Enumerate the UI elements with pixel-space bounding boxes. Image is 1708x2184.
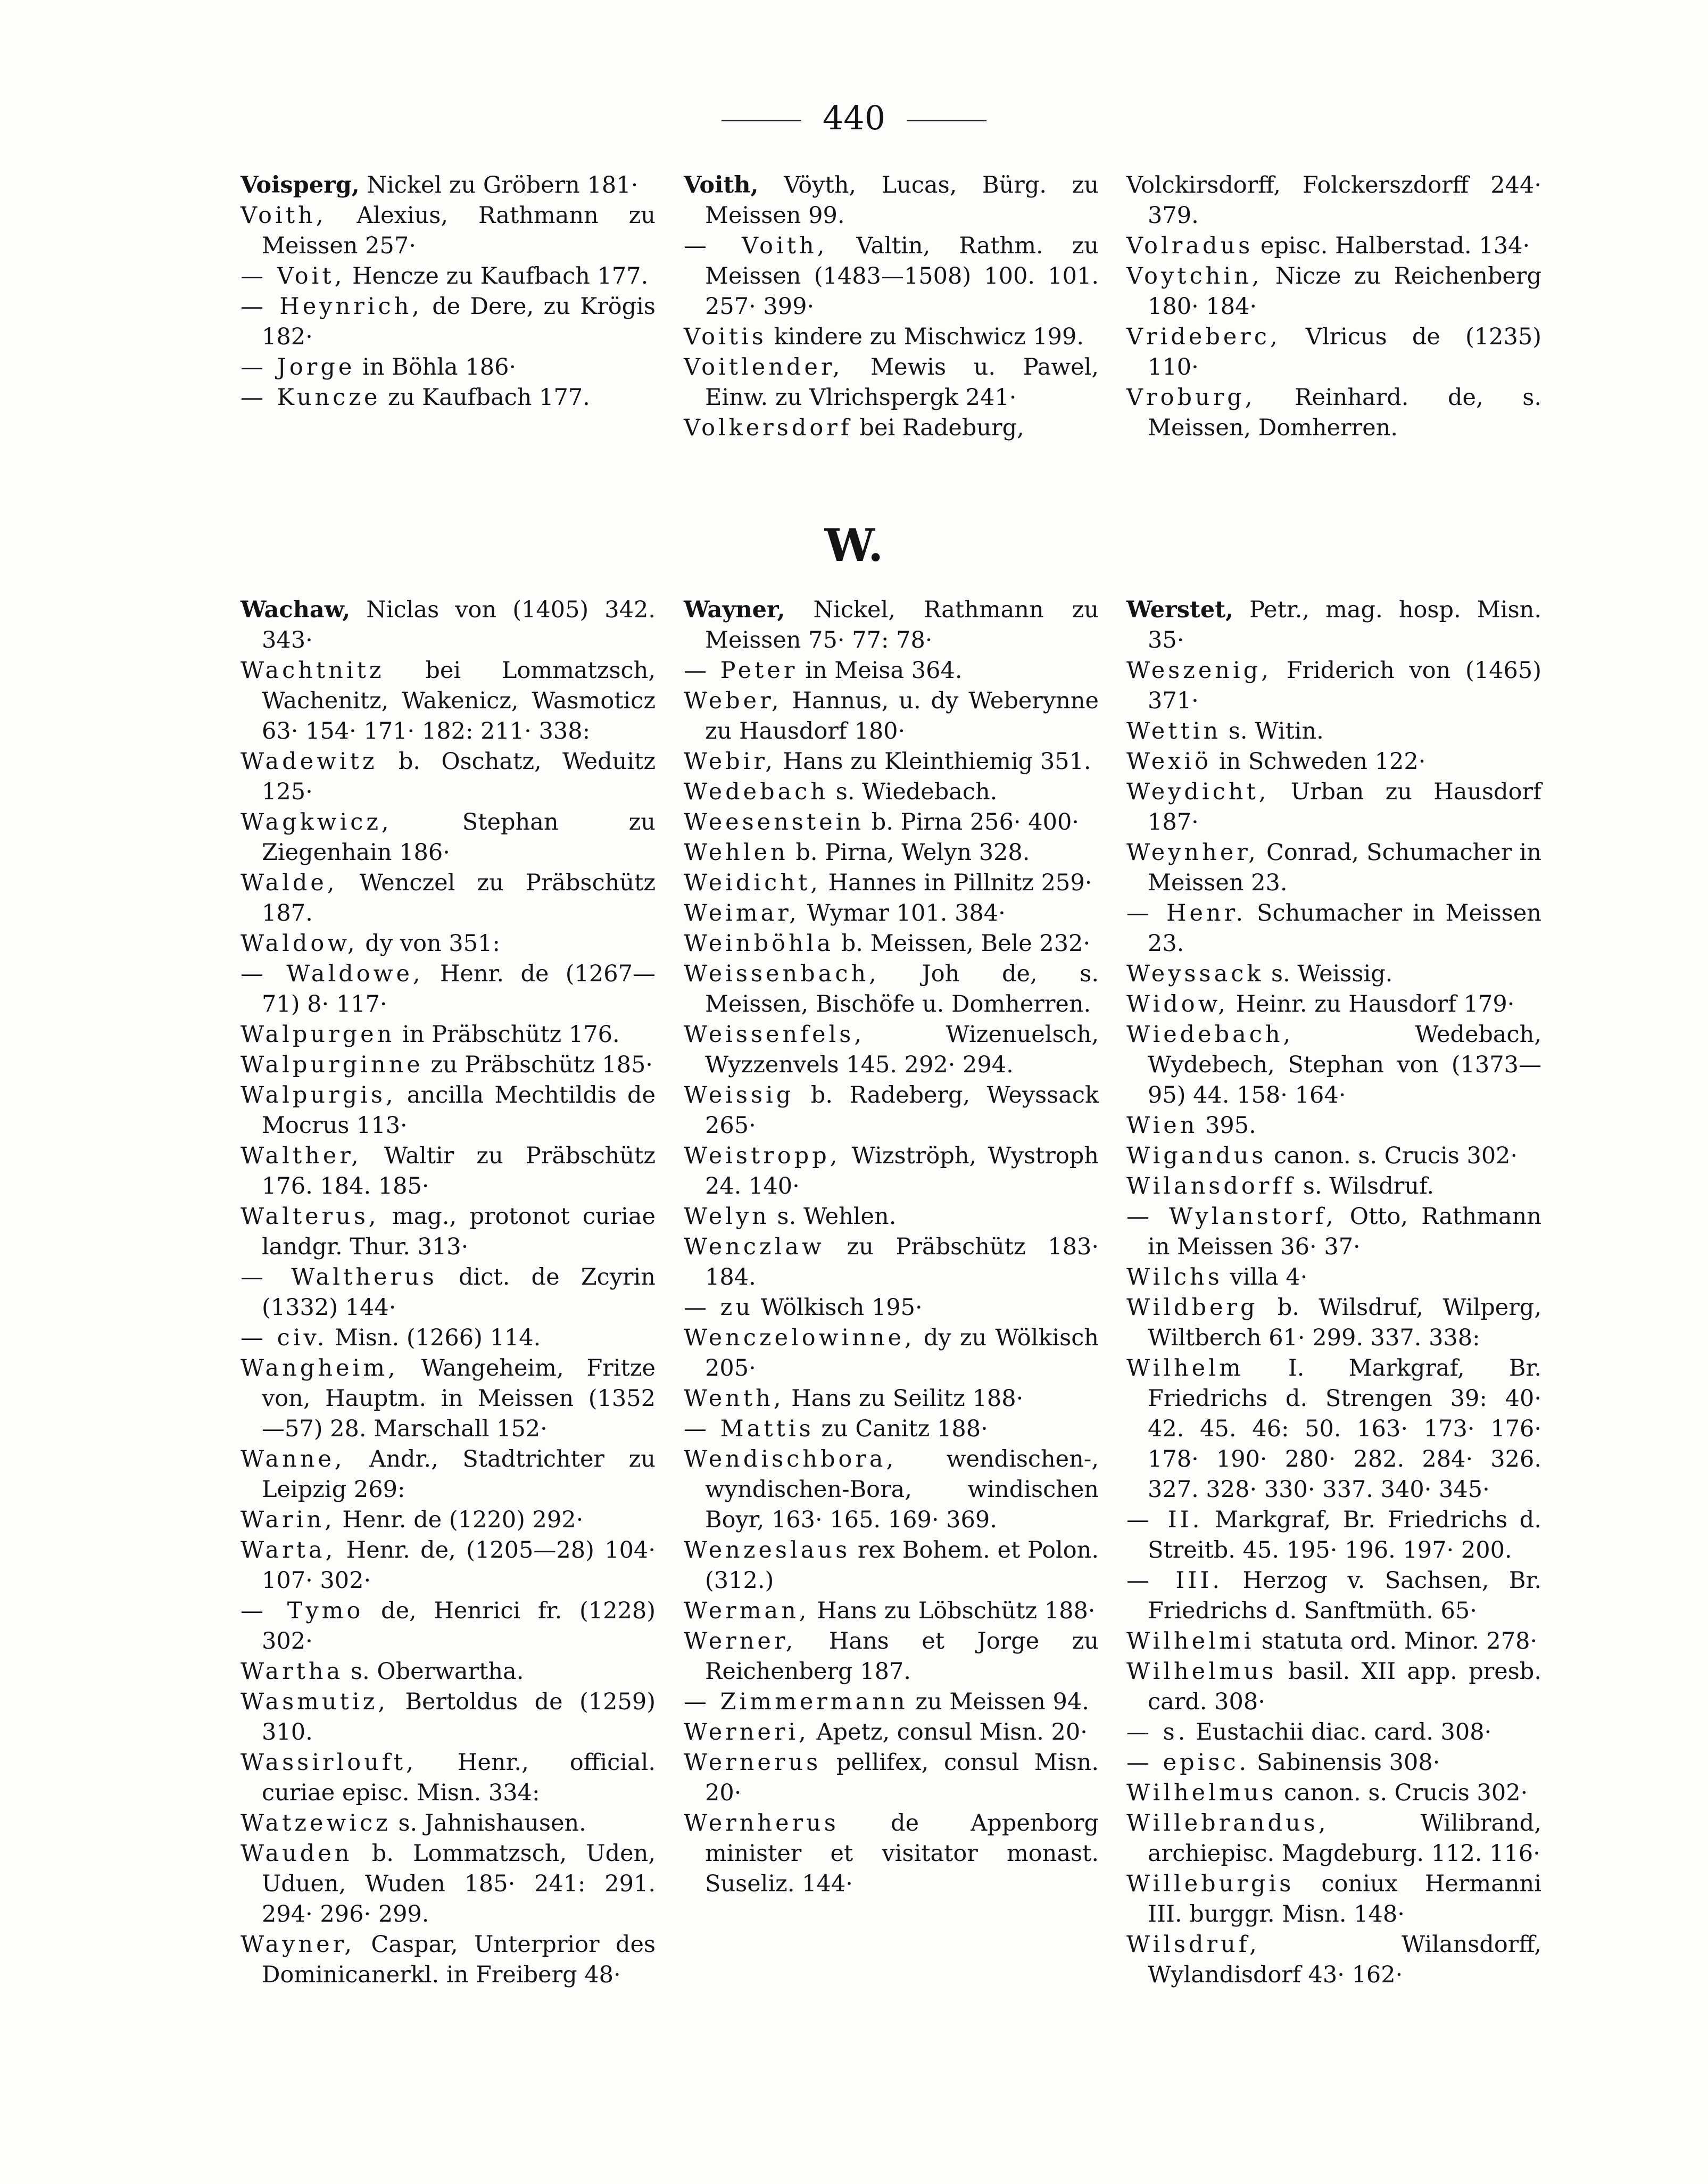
index-entry [1126,1262,1541,1293]
entry-head: Weinböhla [684,930,834,957]
entry-text: Misn. (1266) 114. [327,1325,541,1351]
entry-head: — episc. [1126,1749,1250,1776]
index-entry [241,383,656,413]
index-entry [241,959,656,1020]
entry-head: Wayner, [241,1931,355,1958]
entry-text: bei Radeburg, [852,415,1024,441]
index-entry [1126,170,1541,231]
entry-head: Walterus, [241,1203,379,1230]
entry-head: Wexiö [1126,748,1212,775]
entry-text: Hencze zu Kaufbach 177. [345,263,649,289]
entry-text: zu Präbschütz 185· [423,1052,653,1078]
entry-text: de, Henrici fr. (1228) 302· [262,1598,656,1654]
index-entry [241,292,656,352]
entry-text: Reinhard. de, s. Meissen, Domherren. [1148,384,1541,441]
entry-text: Wizströph, Wystroph 24. 140· [705,1143,1099,1199]
entry-text: Vlricus de (1235) 110· [1148,324,1541,380]
entry-head: Wilhelmi [1126,1628,1255,1654]
section-letter: W. [824,519,884,572]
entry-text: Wilansdorff, Wylandisdorf 43· 162· [1148,1931,1541,1988]
index-entry [1126,1869,1541,1930]
index-entry [684,1687,1099,1717]
entry-text: Caspar, Unterprior des Dominicanerkl. in Freiberg 48· [262,1931,656,1988]
entry-head: Wenth, [684,1385,784,1412]
entry-head: Voisperg, [241,172,360,198]
entry-head: Werman, [684,1598,810,1624]
entry-text: coniux Hermanni III. burggr. Misn. 148· [1148,1871,1541,1927]
entry-text: Wölkisch 195· [753,1294,923,1321]
page-number: 440 [822,98,886,137]
entry-text: Waltir zu Präbschütz 176. 184. 185· [262,1143,656,1199]
entry-text: b. Wilsdruf, Wilperg, Wiltberch 61· 299. 337. 338: [1148,1294,1541,1351]
entry-head: Voith, [684,172,759,198]
entry-text: b. Oschatz, Weduitz 125· [262,748,656,805]
entry-head: Weissig [684,1082,794,1108]
entry-head: Voytchin, [1126,263,1263,289]
index-entry [684,868,1099,898]
entry-head: Wanne, [241,1446,345,1472]
entry-text: Herzog v. Sachsen, Br. Friedrichs d. Sanftmüth. 65· [1148,1567,1541,1624]
entry-head: Watzewicz [241,1810,391,1836]
entry-text: b. Pirna 256· 400· [864,809,1079,835]
entry-head: Werstet, [1126,597,1234,623]
entry-text: s. Oberwartha. [343,1658,524,1685]
index-entry [1126,1353,1541,1505]
index-entry [684,1444,1099,1535]
entry-head: — Heynrich, [241,293,422,320]
index-entry [1126,959,1541,989]
entry-head: Weydicht, [1126,779,1270,805]
index-entry [684,413,1099,443]
entry-text: rex Bohem. et Polon. (312.) [705,1537,1099,1594]
entry-text: Andr., Stadtrichter zu Leipzig 269: [262,1446,656,1503]
index-entry [684,747,1099,777]
entry-head: — II. [1126,1507,1203,1533]
index-entry [1126,1141,1541,1171]
entry-head: — civ. [241,1325,328,1351]
entry-text: wendischen-, wyndischen-Bora, windischen Boyr, 163· 165. 169· 369. [705,1446,1099,1533]
entry-head: — Peter [684,657,798,684]
entry-head: Wadewitz [241,748,378,775]
index-entry [1126,1111,1541,1141]
entry-text: episc. Halberstad. 134· [1253,233,1530,259]
entry-text: canon. s. Crucis 302· [1266,1143,1518,1169]
entry-head: Voitlender, [684,354,843,380]
entry-text: s. Wiedebach. [828,779,998,805]
entry-text: Urban zu Hausdorf 187· [1148,779,1541,835]
entry-text: b. Meissen, Bele 232· [834,930,1091,957]
index-entry [1126,1202,1541,1262]
entry-head: Warta, [241,1537,336,1563]
index-entry [241,261,656,292]
entry-head: Wigandus [1126,1143,1267,1169]
entry-text: Hannus, u. dy Weberynne zu Hausdorf 180· [705,688,1099,744]
index-entry [241,595,656,656]
entry-text: Apetz, consul Misn. 20· [809,1719,1088,1745]
index-entry [684,807,1099,838]
index-entry [1126,838,1541,898]
entry-text: in Schweden 122· [1212,748,1426,775]
entry-head: — Zimmermann [684,1689,908,1715]
entry-head: Weissenfels, [684,1021,865,1048]
entry-head: Walpurgis, [241,1082,396,1108]
index-entry [684,1535,1099,1596]
index-entry [1126,1657,1541,1717]
entry-text: Wilibrand, archiepisc. Magdeburg. 112. 116· [1148,1810,1541,1867]
entry-head: — Jorge [241,354,355,380]
entry-head: Wilhelmus [1126,1658,1277,1685]
entry-head: Wien [1126,1112,1198,1139]
index-entry [241,1202,656,1262]
entry-head: Wehlen [684,839,789,866]
entry-text: dy zu Wölkisch 205· [705,1325,1099,1381]
index-entry [241,201,656,261]
entry-text: b. Lommatzsch, Uden, Uduen, Wuden 185· 241: 291. 294· 296· 299. [262,1840,656,1927]
entry-text: Alexius, Rathmann zu Meissen 257· [262,202,656,259]
entry-text: Nickel, Rathmann zu Meissen 75· 77: 78· [705,597,1099,653]
index-entry [1126,898,1541,959]
bottom-column-3 [1126,595,1541,1990]
entry-head: Wenzeslaus [684,1537,851,1563]
index-entry [241,868,656,929]
index-entry [241,1080,656,1141]
index-entry [684,1596,1099,1626]
entry-text: statuta ord. Minor. 278· [1254,1628,1538,1654]
index-entry [241,1020,656,1050]
entry-text: basil. XII app. presb. card. 308· [1148,1658,1541,1715]
index-entry [1126,1626,1541,1657]
index-entry [684,352,1099,413]
entry-text: Hans zu Löbschütz 188· [809,1598,1096,1624]
entry-text: I. Markgraf, Br. Friedrichs d. Strengen 39: 40· 42. 45. 46: 50. 163· 173· 176· 178· 190· 280· 282. 284· 326. 327. 328· 330· 337. 340· 345· [1148,1355,1541,1503]
index-entry [684,1141,1099,1202]
entry-text: Petr., mag. hosp. Misn. 35· [1148,597,1541,653]
index-entry [1126,989,1541,1020]
index-entry [1126,1748,1541,1778]
entry-text: Otto, Rathmann in Meissen 36· 37· [1148,1203,1542,1260]
entry-text: Mewis u. Pawel, Einw. zu Vlrichspergk 241· [705,354,1099,411]
entry-text: Nickel zu Gröbern 181· [359,172,639,198]
index-entry [241,1353,656,1444]
entry-head: Volkersdorf [684,415,852,441]
entry-text: 395. [1198,1112,1256,1139]
index-entry [684,1202,1099,1232]
index-entry [684,1414,1099,1444]
entry-text: Valtin, Rathm. zu Meissen (1483—1508) 100. 101. 257· 399· [705,233,1099,320]
entry-text: Hans zu Kleinthiemig 351. [775,748,1091,775]
index-entry [684,959,1099,1020]
entry-head: Willeburgis [1126,1871,1295,1897]
index-entry [684,898,1099,929]
entry-head: Vrideberc, [1126,324,1281,350]
entry-text: Henr. de (1267—71) 8· 117· [262,961,656,1017]
entry-head: Weesenstein [684,809,865,835]
entry-head: — s. [1126,1719,1189,1745]
entry-head: Wiedebach, [1126,1021,1294,1048]
entry-text: ancilla Mechtildis de Mocrus 113· [262,1082,656,1139]
entry-head: Weimar, [684,900,800,926]
entry-head: Walpurginne [241,1052,424,1078]
index-entry [684,170,1099,231]
entry-text: in Meisa 364. [798,657,963,684]
index-entry [684,1748,1099,1808]
entry-head: Weissenbach, [684,961,880,987]
entry-text: s. Wehlen. [769,1203,897,1230]
entry-text: Wymar 101. 384· [799,900,1006,926]
entry-text: mag., protonot curiae landgr. Thur. 313· [262,1203,656,1260]
index-entry [684,1384,1099,1414]
entry-text: Wenczel zu Präbschütz 187. [262,870,656,926]
entry-text: Friderich von (1465) 371· [1148,657,1541,714]
index-entry [684,1080,1099,1141]
index-entry [684,595,1099,656]
entry-head: Weszenig, [1126,657,1272,684]
entry-head: Werner, [684,1628,797,1654]
entry-head: — zu [684,1294,754,1321]
entry-head: Weidicht, [684,870,821,896]
index-entry [684,686,1099,747]
entry-head: Wayner, [684,597,785,623]
entry-text: Niclas von (1405) 342. 343· [262,597,656,653]
index-entry [684,1293,1099,1323]
top-column-3 [1126,170,1541,443]
entry-text: pellifex, consul Misn. 20· [705,1749,1099,1806]
entry-text: zu Kaufbach 177. [380,384,590,411]
index-entry [241,1323,656,1353]
entry-head: — Voith, [684,233,828,259]
entry-text: villa 4· [1222,1264,1308,1290]
index-entry [684,929,1099,959]
entry-text: Heinr. zu Hausdorf 179· [1228,991,1515,1017]
entry-head: Wasmutiz, [241,1689,388,1715]
index-entry [241,929,656,959]
page-header [0,98,1708,137]
entry-head: Wilhelm [1126,1355,1244,1381]
entry-head: Wettin [1126,718,1222,744]
entry-head: Wildberg [1126,1294,1258,1321]
index-entry [241,1748,656,1808]
entry-head: Wendischbora, [684,1446,897,1472]
entry-head: Wassirlouft, [241,1749,417,1776]
entry-text: Markgraf, Br. Friedrichs d. Streitb. 45. 195· 196. 197· 200. [1148,1507,1541,1563]
entry-text: b. Pirna, Welyn 328. [788,839,1030,866]
entry-head: Weyssack [1126,961,1264,987]
index-entry [684,656,1099,686]
entry-text: Schumacher in Meissen 23. [1148,900,1541,957]
entry-text: bei Lommatzsch, Wachenitz, Wakenicz, Wasmoticz 63· 154· 171· 182: 211· 338: [262,657,656,744]
index-entry [1126,1808,1541,1869]
index-entry [241,747,656,807]
index-entry [1126,383,1541,443]
index-entry [241,1141,656,1202]
entry-text: dy von 351: [358,930,500,957]
header-rule-right [907,120,986,121]
entry-head: Wernherus [684,1810,839,1836]
index-entry [1126,716,1541,747]
index-entry [684,1808,1099,1899]
index-entry [1126,1930,1541,1990]
entry-text: zu Präbschütz 183· 184. [705,1234,1099,1290]
index-entry [1126,1566,1541,1626]
entry-head: Wachaw, [241,597,351,623]
top-column-1 [241,170,656,413]
entry-head: Wauden [241,1840,353,1867]
entry-head: — Kuncze [241,384,381,411]
index-entry [1126,261,1541,322]
entry-head: — Henr. [1126,900,1247,926]
index-entry [1126,1171,1541,1202]
index-entry [1126,747,1541,777]
index-entry [684,1232,1099,1293]
entry-head: Wilhelmus [1126,1780,1277,1806]
entry-text: Eustachii diac. card. 308· [1188,1719,1492,1745]
entry-text: b. Radeberg, Weyssack 265· [705,1082,1099,1139]
entry-head: — Voit, [241,263,345,289]
entry-head: Waldow, [241,930,358,957]
entry-text: Stephan zu Ziegenhain 186· [262,809,656,866]
entry-head: Werneri, [684,1719,809,1745]
index-entry [1126,1293,1541,1353]
index-entry [241,1687,656,1748]
entry-head: — III. [1126,1567,1223,1594]
index-entry [241,1050,656,1080]
index-entry [241,352,656,383]
index-entry [684,1626,1099,1687]
index-entry [684,777,1099,807]
entry-head: Wernerus [684,1749,822,1776]
index-entry [241,1505,656,1535]
index-entry [241,1839,656,1930]
index-entry [684,838,1099,868]
entry-head: Wangheim, [241,1355,399,1381]
entry-head: Wilchs [1126,1264,1223,1290]
entry-head: Willebrandus, [1126,1810,1329,1836]
entry-head: Wenczlaw [684,1234,825,1260]
entry-head: Wedebach [684,779,829,805]
entry-text: dict. de Zcyrin (1332) 144· [262,1264,656,1321]
entry-head: Welyn [684,1203,770,1230]
entry-head: Voitis [684,324,767,350]
entry-text: Wangeheim, Fritze von, Hauptm. in Meissen (1352 —57) 28. Marschall 152· [262,1355,656,1442]
entry-head: Wagkwicz, [241,809,392,835]
index-entry [241,1930,656,1990]
entry-text: s. Jahnishausen. [391,1810,586,1836]
entry-text: Henr. de (1220) 292· [335,1507,584,1533]
entry-head: Wachtnitz [241,657,385,684]
entry-head: Webir, [684,748,776,775]
index-entry [1126,777,1541,838]
index-entry [1126,231,1541,261]
bottom-column-1 [241,595,656,1990]
index-entry [241,170,656,201]
entry-head: Walpurgen [241,1021,395,1048]
entry-head: Wenczelowinne, [684,1325,915,1351]
index-entry [684,231,1099,322]
index-entry [1126,656,1541,716]
entry-text: in Präbschütz 176. [395,1021,620,1048]
entry-text: canon. s. Crucis 302· [1276,1780,1528,1806]
entry-text: Volckirsdorff, Folckerszdorff 244· 379. [1126,172,1541,229]
index-entry [241,807,656,868]
index-entry [1126,1505,1541,1566]
entry-text: Sabinensis 308· [1249,1749,1440,1776]
entry-head: Vroburg, [1126,384,1256,411]
index-entry [241,656,656,747]
entry-text: Nicze zu Reichenberg 180· 184· [1148,263,1541,320]
entry-text: Conrad, Schumacher in Meissen 23. [1148,839,1541,896]
index-entry [684,1717,1099,1748]
entry-text: zu Canitz 188· [814,1416,988,1442]
index-entry [241,1596,656,1657]
index-entry [241,1657,656,1687]
entry-head: Walde, [241,870,338,896]
entry-head: Wilsdruf, [1126,1931,1260,1958]
entry-text: s. Witin. [1221,718,1324,744]
entry-text: Hans zu Seilitz 188· [784,1385,1024,1412]
entry-head: Weynher, [1126,839,1259,866]
entry-text: Vöyth, Lucas, Bürg. zu Meissen 99. [705,172,1099,229]
entry-text: de Appenborg minister et visitator monast. Suseliz. 144· [705,1810,1099,1897]
index-entry [1126,322,1541,383]
entry-head: — Waltherus [241,1264,437,1290]
entry-head: Warin, [241,1507,335,1533]
entry-head: Wilansdorff [1126,1173,1296,1199]
bottom-column-2 [684,595,1099,1899]
index-entry [1126,1717,1541,1748]
entry-head: — Tymo [241,1598,364,1624]
entry-text: s. Wilsdruf. [1296,1173,1435,1199]
index-entry [1126,1778,1541,1808]
entry-head: Weber, [684,688,782,714]
entry-text: Hans et Jorge zu Reichenberg 187. [705,1628,1099,1685]
entry-head: — Wylanstorf, [1126,1203,1337,1230]
entry-head: Widow, [1126,991,1229,1017]
entry-head: Voith, [241,202,327,229]
entry-text: in Böhla 186· [355,354,517,380]
index-entry [241,1262,656,1323]
entry-head: Volradus [1126,233,1254,259]
index-entry [1126,595,1541,656]
entry-head: Wartha [241,1658,344,1685]
entry-text: Henr., official. curiae episc. Misn. 334: [262,1749,656,1806]
entry-text: Joh de, s. Meissen, Bischöfe u. Domherren. [705,961,1099,1017]
entry-text: de Dere, zu Krögis 182· [262,293,656,350]
index-entry [241,1535,656,1596]
entry-text: zu Meissen 94. [908,1689,1089,1715]
entry-text: Wedebach, Wydebech, Stephan von (1373—95) 44. 158· 164· [1148,1021,1541,1108]
top-column-2 [684,170,1099,443]
index-entry [241,1444,656,1505]
entry-text: Wizenuelsch, Wyzzenvels 145. 292· 294. [705,1021,1099,1078]
header-rule-left [722,120,801,121]
entry-text: Bertoldus de (1259) 310. [262,1689,656,1745]
index-entry [241,1808,656,1839]
index-entry [1126,1020,1541,1111]
entry-head: Weistropp, [684,1143,841,1169]
entry-text: kindere zu Mischwicz 199. [766,324,1084,350]
entry-text: Henr. de, (1205—28) 104· 107· 302· [262,1537,656,1594]
entry-text: Hannes in Pillnitz 259· [820,870,1092,896]
index-entry [684,322,1099,352]
index-entry [684,1020,1099,1080]
entry-head: Walther, [241,1143,362,1169]
entry-head: — Mattis [684,1416,814,1442]
entry-head: — Waldowe, [241,961,424,987]
index-entry [684,1323,1099,1384]
entry-text: s. Weissig. [1264,961,1393,987]
